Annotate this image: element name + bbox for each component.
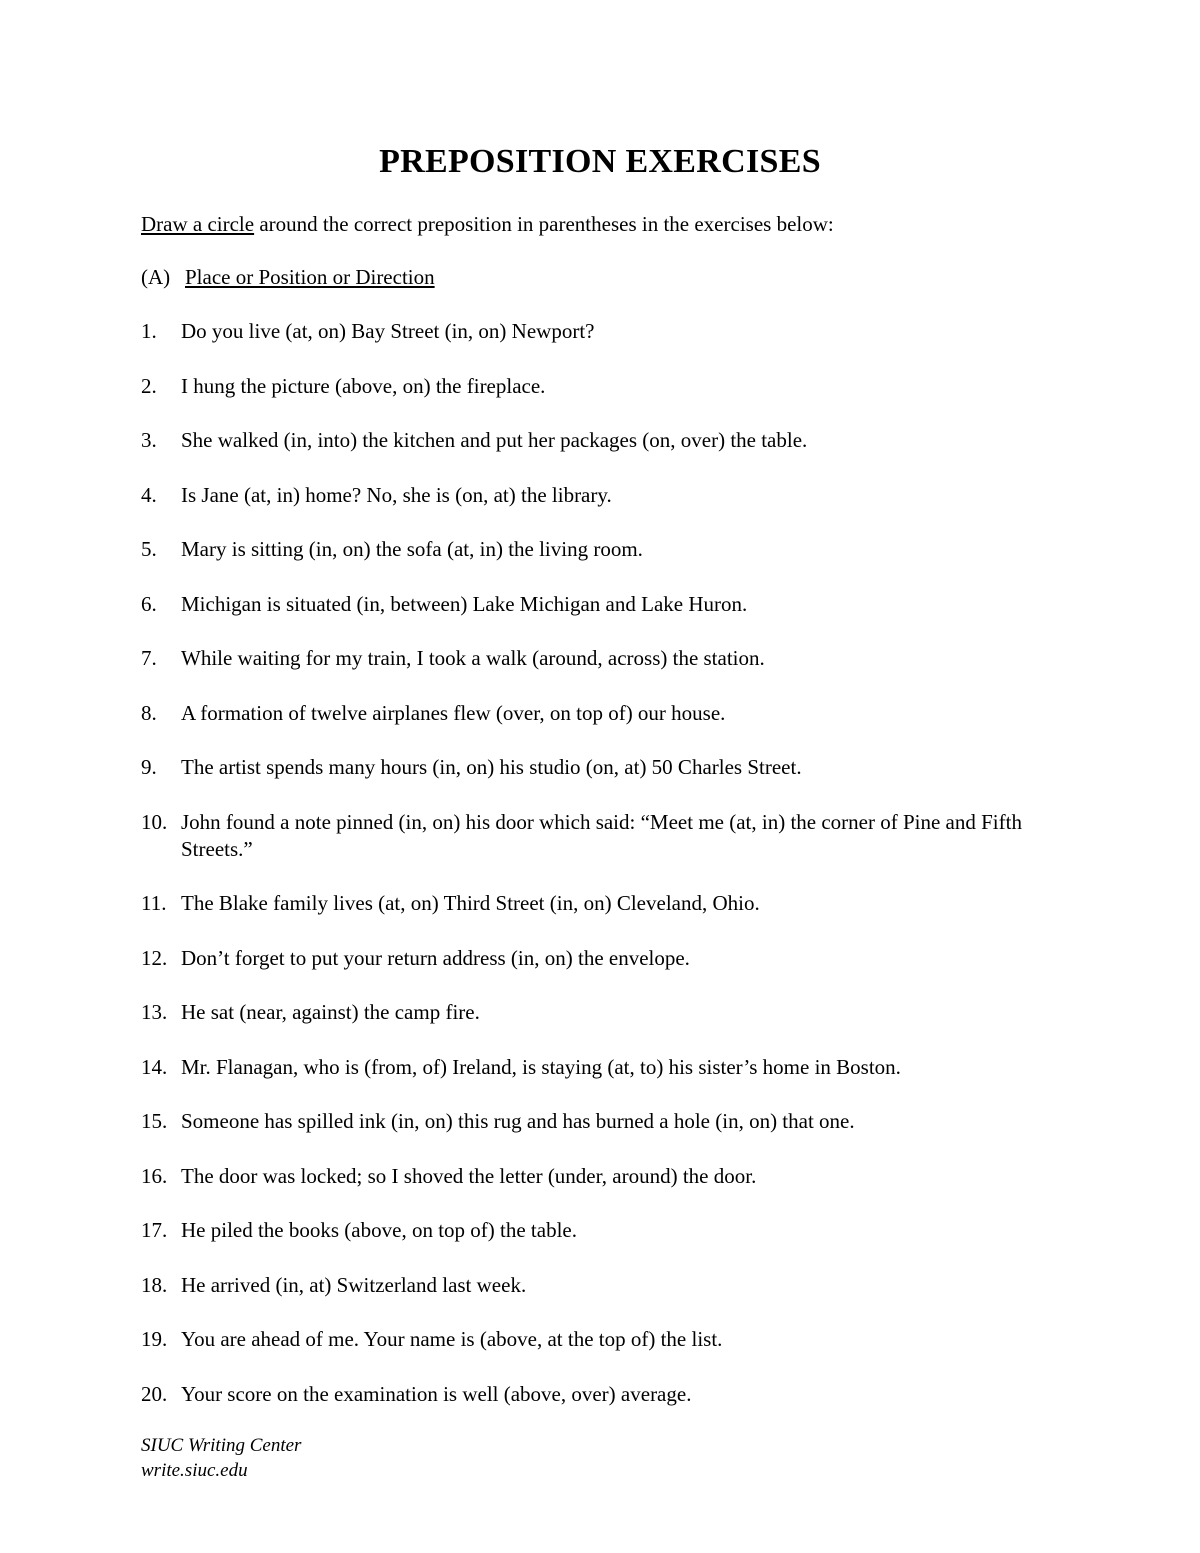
exercise-number: 11. (141, 891, 167, 915)
exercise-item (141, 645, 1071, 700)
exercise-item (141, 318, 1071, 373)
exercise-text: He piled the books (above, on top of) the table. (181, 1218, 577, 1242)
exercise-text: A formation of twelve airplanes flew (over, on top of) our house. (181, 700, 726, 725)
exercise-item (141, 1054, 1071, 1109)
section-label: (A) (141, 265, 171, 289)
exercise-number: 6. (141, 591, 157, 616)
exercise-item (141, 1381, 1071, 1436)
instructions-underlined: Draw a circle (141, 212, 255, 236)
exercise-number: 1. (141, 319, 157, 343)
footer (141, 1433, 301, 1483)
exercise-number: 4. (141, 482, 157, 507)
exercise-text: She walked (in, into) the kitchen and put her packages (on, over) the table. (181, 428, 808, 452)
exercise-text: Michigan is situated (in, between) Lake Michigan and Lake Huron. (181, 591, 748, 616)
exercise-text: You are ahead of me. Your name is (above, at the top of) the list. (181, 1327, 723, 1351)
exercise-number: 15. (141, 1109, 168, 1133)
exercise-text: Don’t forget to put your return address (in, on) the envelope. (181, 945, 690, 970)
exercise-item (141, 890, 1071, 945)
exercise-item (141, 754, 1071, 809)
exercise-number: 3. (141, 428, 157, 452)
exercise-number: 16. (141, 1163, 168, 1188)
exercise-number: 20. (141, 1381, 168, 1406)
exercise-item (141, 482, 1071, 537)
exercise-text: The artist spends many hours (in, on) his studio (on, at) 50 Charles Street. (181, 755, 802, 779)
exercise-number: 8. (141, 700, 157, 725)
exercise-item (141, 809, 1071, 891)
exercise-number: 19. (141, 1327, 168, 1351)
footer-organization: SIUC Writing Center (141, 1435, 302, 1456)
exercise-text: I hung the picture (above, on) the fireplace. (181, 373, 546, 398)
exercise-item (141, 591, 1071, 646)
section-title: Place or Position or Direction (185, 265, 435, 289)
instructions (141, 210, 834, 238)
exercise-text: Mary is sitting (in, on) the sofa (at, in) the living room. (181, 537, 643, 561)
exercise-number: 14. (141, 1054, 168, 1079)
exercise-text: He sat (near, against) the camp fire. (181, 1000, 480, 1024)
exercise-text: Mr. Flanagan, who is (from, of) Ireland, is staying (at, to) his sister’s home in Boston. (181, 1054, 901, 1079)
exercise-number: 10. (141, 809, 168, 834)
exercise-number: 5. (141, 537, 157, 561)
exercise-item (141, 1217, 1071, 1272)
exercise-text: He arrived (in, at) Switzerland last week. (181, 1272, 527, 1297)
exercise-item (141, 536, 1071, 591)
exercise-text: Do you live (at, on) Bay Street (in, on) Newport? (181, 319, 595, 343)
exercise-number: 9. (141, 755, 157, 779)
exercise-number: 17. (141, 1218, 168, 1242)
instructions-rest: around the correct preposition in parentheses in the exercises below: (254, 212, 834, 236)
exercise-item (141, 1326, 1071, 1381)
exercise-text: Your score on the examination is well (above, over) average. (181, 1381, 692, 1406)
exercise-text: Someone has spilled ink (in, on) this rug and has burned a hole (in, on) that one. (181, 1109, 855, 1133)
footer-website: write.siuc.edu (141, 1460, 248, 1481)
exercise-text: Is Jane (at, in) home? No, she is (on, at) the library. (181, 482, 612, 507)
page-title: PREPOSITION EXERCISES (379, 143, 821, 180)
exercise-number: 2. (141, 373, 157, 398)
exercise-text: The door was locked; so I shoved the letter (under, around) the door. (181, 1163, 757, 1188)
exercise-text: While waiting for my train, I took a walk (around, across) the station. (181, 646, 765, 670)
exercise-item (141, 1108, 1071, 1163)
exercise-number: 13. (141, 1000, 168, 1024)
exercise-item (141, 945, 1071, 1000)
exercise-number: 18. (141, 1272, 168, 1297)
exercise-item (141, 999, 1071, 1054)
exercise-number: 12. (141, 945, 168, 970)
exercise-item (141, 700, 1071, 755)
exercise-number: 7. (141, 646, 157, 670)
exercise-item (141, 427, 1071, 482)
exercise-item (141, 373, 1071, 428)
exercise-text: John found a note pinned (in, on) his door which said: “Meet me (at, in) the corner of Pine and Fifth Streets.” (181, 809, 1022, 861)
section-heading (141, 263, 435, 291)
exercise-text: The Blake family lives (at, on) Third Street (in, on) Cleveland, Ohio. (181, 891, 760, 915)
exercise-item (141, 1163, 1071, 1218)
exercise-item (141, 1272, 1071, 1327)
exercise-list (141, 318, 1071, 1435)
